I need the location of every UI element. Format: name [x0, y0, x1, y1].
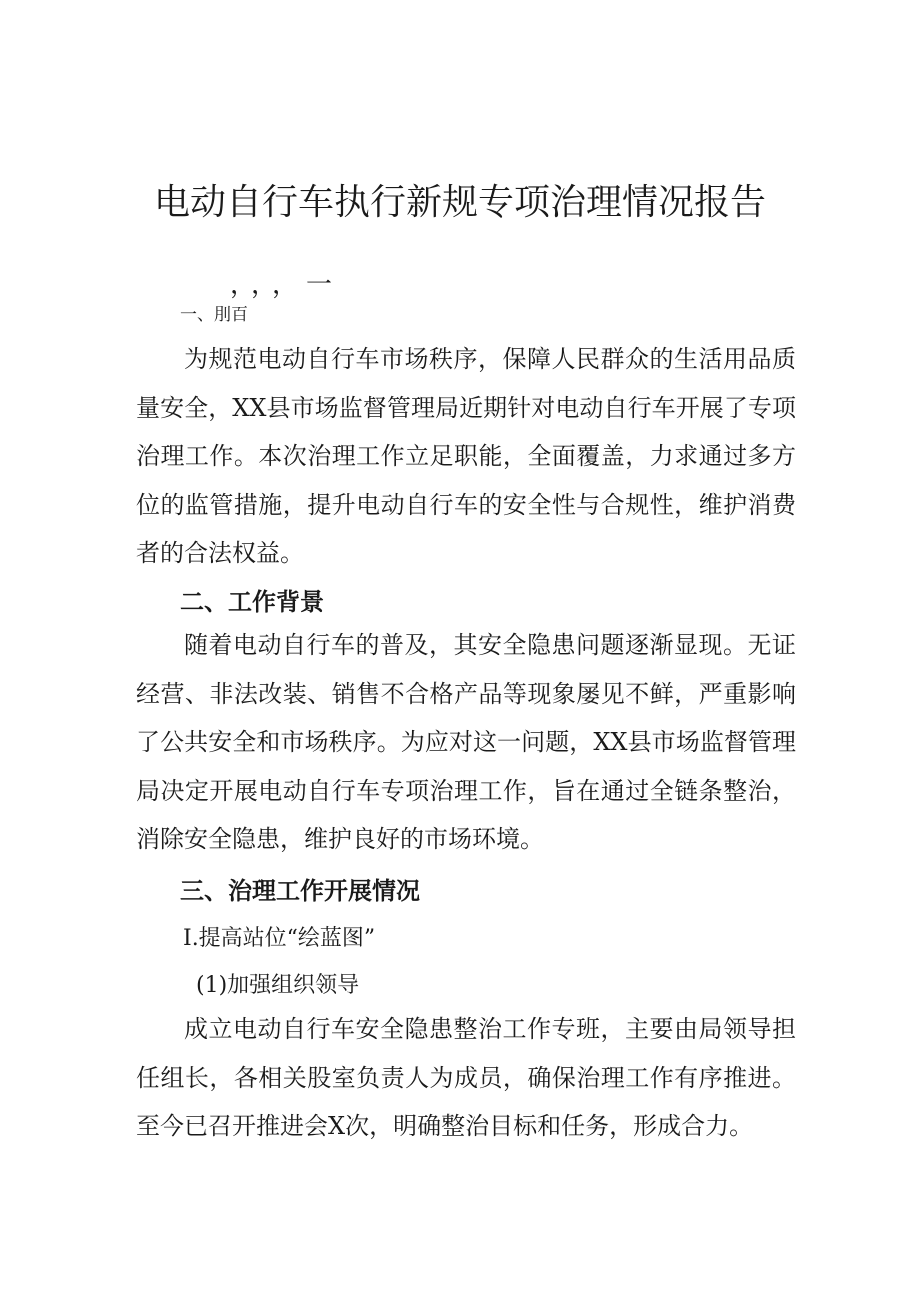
section-heading-progress: 三、治理工作开展情况 — [180, 877, 420, 905]
preface-paragraph: 为规范电动自行车市场秩序，保障人民群众的生活用品质量安全，XX县市场监督管理局近期针对电动自行车开展了专项治理工作。本次治理工作立足职能，全面覆盖，力求通过多方位的监管措施，提升电动自行车的安全性与合规性，维护消费者的合法权益。 — [136, 345, 796, 568]
section-heading-background: 二、工作背景 — [180, 588, 324, 616]
section-heading-preface: 一、刖百 — [180, 305, 248, 325]
subheading-raise-position: I.提高站位“绘蓝图” — [183, 926, 376, 951]
background-paragraph: 随着电动自行车的普及，其安全隐患问题逐渐显现。无证经营、非法改装、销售不合格产品等现象屡见不鲜，严重影响了公共安全和市场秩序。为应对这一问题，XX县市场监督管理局决定开展电动自行车专项治理工作，旨在通过全链条整治，消除安全隐患，维护良好的市场环境。 — [136, 631, 796, 854]
organization-paragraph: 成立电动自行车安全隐患整治工作专班，主要由局领导担任组长，各相关股室负责人为成员，确保治理工作有序推进。至今已召开推进会X次，明确整治目标和任务，形成合力。 — [136, 1015, 796, 1141]
subheading-organization: (1)加强组织领导 — [196, 973, 360, 998]
document-title: 电动自行车执行新规专项治理情况报告 — [153, 182, 766, 223]
stray-punctuation: ，，，一 — [230, 270, 341, 300]
